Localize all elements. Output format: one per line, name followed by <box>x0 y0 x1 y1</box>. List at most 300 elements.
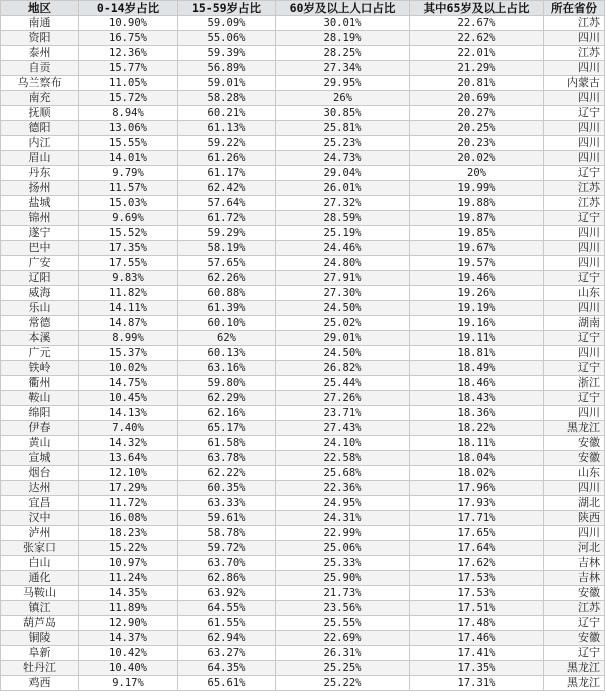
age-15-59-cell: 60.13% <box>178 346 276 361</box>
region-cell: 白山 <box>1 556 79 571</box>
region-cell: 衢州 <box>1 376 79 391</box>
province-cell: 安徽 <box>544 451 605 466</box>
region-cell: 乌兰察布 <box>1 76 79 91</box>
age-15-59-cell: 57.65% <box>178 256 276 271</box>
age-0-14-cell: 11.57% <box>79 181 178 196</box>
age-60-plus-cell: 28.25% <box>276 46 410 61</box>
age-60-plus-cell: 22.36% <box>276 481 410 496</box>
region-cell: 常德 <box>1 316 79 331</box>
age-0-14-cell: 12.10% <box>79 466 178 481</box>
table-row <box>1 511 605 526</box>
province-cell: 江苏 <box>544 46 605 61</box>
table-row <box>1 496 605 511</box>
region-cell: 铁岭 <box>1 361 79 376</box>
age-60-plus-cell: 22.69% <box>276 631 410 646</box>
age-0-14-cell: 11.05% <box>79 76 178 91</box>
age-60-plus-cell: 27.26% <box>276 391 410 406</box>
age-15-59-cell: 62.22% <box>178 466 276 481</box>
age-60-plus-cell: 30.85% <box>276 106 410 121</box>
age-65-plus-cell: 20% <box>410 166 544 181</box>
table-row <box>1 226 605 241</box>
province-cell: 辽宁 <box>544 271 605 286</box>
age-15-59-cell: 59.72% <box>178 541 276 556</box>
age-65-plus-cell: 17.48% <box>410 616 544 631</box>
province-cell: 浙江 <box>544 376 605 391</box>
age-65-plus-cell: 19.88% <box>410 196 544 211</box>
age-60-plus-cell: 24.73% <box>276 151 410 166</box>
age-15-59-cell: 65.61% <box>178 676 276 691</box>
region-cell: 巴中 <box>1 241 79 256</box>
region-cell: 泰州 <box>1 46 79 61</box>
age-15-59-cell: 58.78% <box>178 526 276 541</box>
header-province: 所在省份 <box>544 1 605 16</box>
age-65-plus-cell: 20.81% <box>410 76 544 91</box>
age-65-plus-cell: 18.43% <box>410 391 544 406</box>
age-15-59-cell: 57.64% <box>178 196 276 211</box>
age-0-14-cell: 14.75% <box>79 376 178 391</box>
age-60-plus-cell: 22.58% <box>276 451 410 466</box>
table-row <box>1 256 605 271</box>
region-cell: 广安 <box>1 256 79 271</box>
age-65-plus-cell: 19.11% <box>410 331 544 346</box>
age-60-plus-cell: 24.10% <box>276 436 410 451</box>
header-region: 地区 <box>1 1 79 16</box>
age-65-plus-cell: 17.31% <box>410 676 544 691</box>
age-60-plus-cell: 29.04% <box>276 166 410 181</box>
age-65-plus-cell: 22.01% <box>410 46 544 61</box>
age-0-14-cell: 8.94% <box>79 106 178 121</box>
age-60-plus-cell: 25.25% <box>276 661 410 676</box>
region-cell: 自贡 <box>1 61 79 76</box>
age-65-plus-cell: 20.25% <box>410 121 544 136</box>
table-row <box>1 346 605 361</box>
region-cell: 达州 <box>1 481 79 496</box>
age-0-14-cell: 8.99% <box>79 331 178 346</box>
table-row <box>1 121 605 136</box>
table-row <box>1 676 605 691</box>
age-15-59-cell: 59.39% <box>178 46 276 61</box>
age-0-14-cell: 10.90% <box>79 16 178 31</box>
province-cell: 四川 <box>544 31 605 46</box>
province-cell: 湖南 <box>544 316 605 331</box>
age-65-plus-cell: 17.41% <box>410 646 544 661</box>
header-age-0-14: 0-14岁占比 <box>79 1 178 16</box>
province-cell: 河北 <box>544 541 605 556</box>
age-60-plus-cell: 22.99% <box>276 526 410 541</box>
age-60-plus-cell: 26.82% <box>276 361 410 376</box>
province-cell: 四川 <box>544 526 605 541</box>
region-cell: 本溪 <box>1 331 79 346</box>
age-65-plus-cell: 18.81% <box>410 346 544 361</box>
region-cell: 张家口 <box>1 541 79 556</box>
province-cell: 四川 <box>544 301 605 316</box>
age-15-59-cell: 59.61% <box>178 511 276 526</box>
table-row <box>1 421 605 436</box>
age-60-plus-cell: 23.71% <box>276 406 410 421</box>
age-0-14-cell: 18.23% <box>79 526 178 541</box>
region-cell: 锦州 <box>1 211 79 226</box>
province-cell: 四川 <box>544 481 605 496</box>
region-cell: 镇江 <box>1 601 79 616</box>
age-65-plus-cell: 17.35% <box>410 661 544 676</box>
age-60-plus-cell: 24.95% <box>276 496 410 511</box>
age-65-plus-cell: 22.67% <box>410 16 544 31</box>
age-15-59-cell: 58.19% <box>178 241 276 256</box>
age-0-14-cell: 12.36% <box>79 46 178 61</box>
region-cell: 德阳 <box>1 121 79 136</box>
province-cell: 辽宁 <box>544 331 605 346</box>
age-0-14-cell: 14.87% <box>79 316 178 331</box>
region-cell: 南充 <box>1 91 79 106</box>
province-cell: 四川 <box>544 91 605 106</box>
table-row <box>1 616 605 631</box>
age-60-plus-cell: 26% <box>276 91 410 106</box>
table-row <box>1 91 605 106</box>
age-0-14-cell: 10.02% <box>79 361 178 376</box>
province-cell: 四川 <box>544 346 605 361</box>
region-cell: 资阳 <box>1 31 79 46</box>
table-row <box>1 166 605 181</box>
age-60-plus-cell: 27.91% <box>276 271 410 286</box>
age-15-59-cell: 59.80% <box>178 376 276 391</box>
age-0-14-cell: 10.42% <box>79 646 178 661</box>
age-60-plus-cell: 26.01% <box>276 181 410 196</box>
region-cell: 伊春 <box>1 421 79 436</box>
age-65-plus-cell: 21.29% <box>410 61 544 76</box>
age-60-plus-cell: 26.31% <box>276 646 410 661</box>
age-65-plus-cell: 20.02% <box>410 151 544 166</box>
table-row <box>1 316 605 331</box>
age-65-plus-cell: 20.23% <box>410 136 544 151</box>
age-0-14-cell: 14.35% <box>79 586 178 601</box>
age-0-14-cell: 7.40% <box>79 421 178 436</box>
table-row <box>1 211 605 226</box>
age-0-14-cell: 10.40% <box>79 661 178 676</box>
age-15-59-cell: 59.22% <box>178 136 276 151</box>
age-15-59-cell: 62.16% <box>178 406 276 421</box>
age-0-14-cell: 15.52% <box>79 226 178 241</box>
age-0-14-cell: 11.24% <box>79 571 178 586</box>
age-65-plus-cell: 19.46% <box>410 271 544 286</box>
age-0-14-cell: 17.55% <box>79 256 178 271</box>
age-0-14-cell: 16.75% <box>79 31 178 46</box>
age-15-59-cell: 63.70% <box>178 556 276 571</box>
age-65-plus-cell: 17.96% <box>410 481 544 496</box>
age-65-plus-cell: 22.62% <box>410 31 544 46</box>
age-0-14-cell: 13.64% <box>79 451 178 466</box>
table-row <box>1 181 605 196</box>
age-15-59-cell: 63.92% <box>178 586 276 601</box>
age-60-plus-cell: 29.01% <box>276 331 410 346</box>
region-cell: 汉中 <box>1 511 79 526</box>
age-65-plus-cell: 18.11% <box>410 436 544 451</box>
age-65-plus-cell: 18.02% <box>410 466 544 481</box>
age-15-59-cell: 59.01% <box>178 76 276 91</box>
province-cell: 江苏 <box>544 181 605 196</box>
age-15-59-cell: 61.13% <box>178 121 276 136</box>
age-15-59-cell: 61.17% <box>178 166 276 181</box>
age-15-59-cell: 56.89% <box>178 61 276 76</box>
age-65-plus-cell: 19.26% <box>410 286 544 301</box>
age-65-plus-cell: 17.65% <box>410 526 544 541</box>
age-65-plus-cell: 17.64% <box>410 541 544 556</box>
age-0-14-cell: 17.29% <box>79 481 178 496</box>
age-0-14-cell: 15.72% <box>79 91 178 106</box>
age-60-plus-cell: 25.06% <box>276 541 410 556</box>
region-cell: 遂宁 <box>1 226 79 241</box>
province-cell: 四川 <box>544 406 605 421</box>
region-cell: 黄山 <box>1 436 79 451</box>
region-cell: 内江 <box>1 136 79 151</box>
province-cell: 吉林 <box>544 556 605 571</box>
table-row <box>1 46 605 61</box>
province-cell: 辽宁 <box>544 211 605 226</box>
age-15-59-cell: 62.26% <box>178 271 276 286</box>
table-body <box>1 16 605 691</box>
region-cell: 眉山 <box>1 151 79 166</box>
header-row <box>1 1 605 16</box>
age-0-14-cell: 9.83% <box>79 271 178 286</box>
table-row <box>1 406 605 421</box>
age-0-14-cell: 9.69% <box>79 211 178 226</box>
province-cell: 辽宁 <box>544 391 605 406</box>
age-15-59-cell: 62.42% <box>178 181 276 196</box>
region-cell: 宜昌 <box>1 496 79 511</box>
province-cell: 安徽 <box>544 436 605 451</box>
age-65-plus-cell: 20.27% <box>410 106 544 121</box>
table-row <box>1 391 605 406</box>
province-cell: 湖北 <box>544 496 605 511</box>
age-15-59-cell: 61.55% <box>178 616 276 631</box>
age-0-14-cell: 14.37% <box>79 631 178 646</box>
age-60-plus-cell: 28.59% <box>276 211 410 226</box>
age-0-14-cell: 15.03% <box>79 196 178 211</box>
region-cell: 广元 <box>1 346 79 361</box>
region-cell: 通化 <box>1 571 79 586</box>
age-60-plus-cell: 25.33% <box>276 556 410 571</box>
age-65-plus-cell: 19.87% <box>410 211 544 226</box>
age-15-59-cell: 64.35% <box>178 661 276 676</box>
table-row <box>1 451 605 466</box>
age-65-plus-cell: 17.93% <box>410 496 544 511</box>
age-0-14-cell: 14.32% <box>79 436 178 451</box>
province-cell: 江苏 <box>544 601 605 616</box>
age-15-59-cell: 60.35% <box>178 481 276 496</box>
province-cell: 黑龙江 <box>544 676 605 691</box>
age-0-14-cell: 15.77% <box>79 61 178 76</box>
table-row <box>1 466 605 481</box>
table-row <box>1 271 605 286</box>
age-0-14-cell: 9.17% <box>79 676 178 691</box>
region-cell: 扬州 <box>1 181 79 196</box>
age-0-14-cell: 14.13% <box>79 406 178 421</box>
age-15-59-cell: 63.16% <box>178 361 276 376</box>
age-60-plus-cell: 25.23% <box>276 136 410 151</box>
age-65-plus-cell: 17.53% <box>410 586 544 601</box>
age-15-59-cell: 60.10% <box>178 316 276 331</box>
province-cell: 吉林 <box>544 571 605 586</box>
age-60-plus-cell: 25.81% <box>276 121 410 136</box>
region-cell: 抚顺 <box>1 106 79 121</box>
table-row <box>1 106 605 121</box>
region-cell: 葫芦岛 <box>1 616 79 631</box>
province-cell: 安徽 <box>544 586 605 601</box>
age-65-plus-cell: 18.04% <box>410 451 544 466</box>
age-65-plus-cell: 19.16% <box>410 316 544 331</box>
region-cell: 鞍山 <box>1 391 79 406</box>
age-0-14-cell: 11.89% <box>79 601 178 616</box>
age-15-59-cell: 61.72% <box>178 211 276 226</box>
age-60-plus-cell: 21.73% <box>276 586 410 601</box>
age-15-59-cell: 63.78% <box>178 451 276 466</box>
age-65-plus-cell: 19.19% <box>410 301 544 316</box>
age-60-plus-cell: 27.30% <box>276 286 410 301</box>
province-cell: 辽宁 <box>544 361 605 376</box>
table-row <box>1 286 605 301</box>
table-row <box>1 541 605 556</box>
age-65-plus-cell: 17.62% <box>410 556 544 571</box>
age-60-plus-cell: 24.31% <box>276 511 410 526</box>
table-row <box>1 436 605 451</box>
province-cell: 安徽 <box>544 631 605 646</box>
province-cell: 辽宁 <box>544 166 605 181</box>
age-60-plus-cell: 23.56% <box>276 601 410 616</box>
age-65-plus-cell: 18.46% <box>410 376 544 391</box>
header-age-65-plus: 其中65岁及以上占比 <box>410 1 544 16</box>
table-row <box>1 601 605 616</box>
age-60-plus-cell: 25.22% <box>276 676 410 691</box>
table-row <box>1 556 605 571</box>
age-0-14-cell: 10.97% <box>79 556 178 571</box>
province-cell: 四川 <box>544 256 605 271</box>
region-cell: 牡丹江 <box>1 661 79 676</box>
province-cell: 四川 <box>544 241 605 256</box>
age-15-59-cell: 61.26% <box>178 151 276 166</box>
table-row <box>1 376 605 391</box>
province-cell: 辽宁 <box>544 106 605 121</box>
region-cell: 绵阳 <box>1 406 79 421</box>
age-15-59-cell: 62.94% <box>178 631 276 646</box>
age-15-59-cell: 61.39% <box>178 301 276 316</box>
age-65-plus-cell: 18.36% <box>410 406 544 421</box>
age-0-14-cell: 12.90% <box>79 616 178 631</box>
region-cell: 铜陵 <box>1 631 79 646</box>
age-65-plus-cell: 19.85% <box>410 226 544 241</box>
age-15-59-cell: 62% <box>178 331 276 346</box>
table-header <box>1 1 605 16</box>
province-cell: 山东 <box>544 466 605 481</box>
province-cell: 内蒙古 <box>544 76 605 91</box>
age-60-plus-cell: 25.68% <box>276 466 410 481</box>
province-cell: 四川 <box>544 61 605 76</box>
age-60-plus-cell: 27.32% <box>276 196 410 211</box>
age-65-plus-cell: 19.67% <box>410 241 544 256</box>
table-row <box>1 151 605 166</box>
age-0-14-cell: 17.35% <box>79 241 178 256</box>
age-65-plus-cell: 18.22% <box>410 421 544 436</box>
age-15-59-cell: 58.28% <box>178 91 276 106</box>
table-row <box>1 16 605 31</box>
age-65-plus-cell: 18.49% <box>410 361 544 376</box>
age-60-plus-cell: 24.50% <box>276 301 410 316</box>
region-cell: 宣城 <box>1 451 79 466</box>
age-60-plus-cell: 25.19% <box>276 226 410 241</box>
province-cell: 辽宁 <box>544 616 605 631</box>
region-cell: 马鞍山 <box>1 586 79 601</box>
age-60-plus-cell: 24.50% <box>276 346 410 361</box>
age-0-14-cell: 14.11% <box>79 301 178 316</box>
header-age-15-59: 15-59岁占比 <box>178 1 276 16</box>
age-15-59-cell: 62.29% <box>178 391 276 406</box>
age-0-14-cell: 10.45% <box>79 391 178 406</box>
table-row <box>1 526 605 541</box>
age-60-plus-cell: 24.80% <box>276 256 410 271</box>
age-60-plus-cell: 25.90% <box>276 571 410 586</box>
age-15-59-cell: 60.88% <box>178 286 276 301</box>
age-65-plus-cell: 20.69% <box>410 91 544 106</box>
age-65-plus-cell: 17.53% <box>410 571 544 586</box>
age-15-59-cell: 59.29% <box>178 226 276 241</box>
province-cell: 辽宁 <box>544 646 605 661</box>
age-0-14-cell: 11.72% <box>79 496 178 511</box>
table-row <box>1 331 605 346</box>
age-0-14-cell: 9.79% <box>79 166 178 181</box>
province-cell: 四川 <box>544 226 605 241</box>
table-row <box>1 481 605 496</box>
region-cell: 鸡西 <box>1 676 79 691</box>
table-row <box>1 361 605 376</box>
age-60-plus-cell: 25.44% <box>276 376 410 391</box>
age-60-plus-cell: 29.95% <box>276 76 410 91</box>
age-65-plus-cell: 17.51% <box>410 601 544 616</box>
province-cell: 江苏 <box>544 16 605 31</box>
age-65-plus-cell: 17.71% <box>410 511 544 526</box>
table-row <box>1 586 605 601</box>
table-row <box>1 661 605 676</box>
age-0-14-cell: 11.82% <box>79 286 178 301</box>
region-cell: 威海 <box>1 286 79 301</box>
age-15-59-cell: 65.17% <box>178 421 276 436</box>
age-15-59-cell: 59.09% <box>178 16 276 31</box>
age-15-59-cell: 64.55% <box>178 601 276 616</box>
age-15-59-cell: 63.33% <box>178 496 276 511</box>
table-row <box>1 76 605 91</box>
table-row <box>1 61 605 76</box>
age-0-14-cell: 13.06% <box>79 121 178 136</box>
table-row <box>1 136 605 151</box>
age-60-plus-cell: 30.01% <box>276 16 410 31</box>
age-60-plus-cell: 25.02% <box>276 316 410 331</box>
table-row <box>1 646 605 661</box>
age-15-59-cell: 60.21% <box>178 106 276 121</box>
age-60-plus-cell: 28.19% <box>276 31 410 46</box>
province-cell: 黑龙江 <box>544 661 605 676</box>
table-row <box>1 571 605 586</box>
age-65-plus-cell: 17.46% <box>410 631 544 646</box>
age-15-59-cell: 63.27% <box>178 646 276 661</box>
region-cell: 盐城 <box>1 196 79 211</box>
province-cell: 四川 <box>544 151 605 166</box>
age-15-59-cell: 62.86% <box>178 571 276 586</box>
province-cell: 四川 <box>544 136 605 151</box>
age-0-14-cell: 14.01% <box>79 151 178 166</box>
age-0-14-cell: 16.08% <box>79 511 178 526</box>
age-60-plus-cell: 24.46% <box>276 241 410 256</box>
age-60-plus-cell: 27.34% <box>276 61 410 76</box>
age-65-plus-cell: 19.57% <box>410 256 544 271</box>
age-0-14-cell: 15.55% <box>79 136 178 151</box>
table-row <box>1 301 605 316</box>
